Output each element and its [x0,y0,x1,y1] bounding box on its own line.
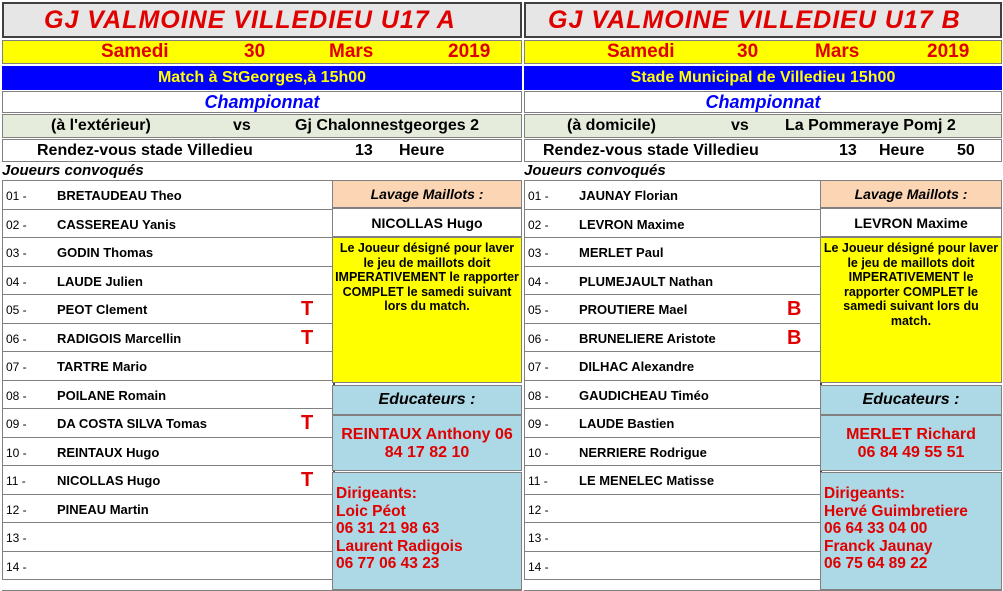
laundry-player: NICOLLAS Hugo [332,208,522,237]
player-number: 03 - [528,246,549,260]
players-heading: Joueurs convoqués [2,162,144,179]
player-number: 12 - [6,502,27,517]
coach-line-2: 84 17 82 10 [384,444,470,461]
player-number: 10 - [528,445,549,460]
player-row [3,466,333,495]
opponent-name: La Pommeraye Pomj 2 [785,117,956,134]
player-row [525,381,820,410]
players-list [524,180,822,580]
player-number: 03 - [6,246,27,260]
coaches-label: Educateurs : [332,385,522,415]
player-name: DA COSTA SILVA Tomas [57,416,207,431]
player-row [3,210,333,239]
player-name: LAUDE Julien [57,273,143,289]
player-name: POILANE Romain [57,387,167,403]
versus-row [2,114,522,138]
coach-line-2: 06 84 49 55 51 [857,444,965,461]
laundry-label: Lavage Maillots : [820,180,1002,208]
match-month: Mars [815,41,860,62]
manager-line: 06 77 06 43 23 [336,555,440,572]
player-name: DILHAC Alexandre [579,359,695,374]
player-row [525,523,820,552]
player-mark: B [787,298,802,320]
player-name: REINTAUX Hugo [57,444,160,460]
player-number: 09 - [528,417,549,431]
player-mark: B [787,326,802,349]
location-label: (à l'extérieur) [51,117,151,134]
player-number: 01 - [528,189,549,203]
player-number: 11 - [528,474,548,488]
match-info: Match à StGeorges,à 15h00 [2,66,522,90]
player-row [3,352,333,381]
player-number: 05 - [528,303,549,317]
match-day: Samedi [101,41,169,62]
meeting-hour-unit: Heure [879,142,925,159]
date-row [524,40,1002,64]
match-date-number: 30 [737,41,759,62]
player-mark: T [301,298,314,320]
coach-contact [332,415,522,471]
player-name: LAUDE Bastien [579,416,675,431]
meeting-hour: 13 [355,142,373,159]
player-number: 05 - [6,303,27,317]
meeting-label: Rendez-vous stade Villedieu [543,142,759,159]
player-number: 14 - [528,559,549,574]
player-name: CASSEREAU Yanis [57,216,176,232]
player-row [525,409,820,438]
managers-label: Dirigeants: [336,485,417,502]
laundry-note: Le Joueur désigné pour laver le jeu de maillots doit IMPERATIVEMENT le rapporter COMPLET le samedi suivant lors du match. [820,237,1002,383]
coach-line-1: REINTAUX Anthony 06 [341,426,513,443]
player-number: 08 - [528,388,549,403]
player-number: 04 - [528,274,549,289]
player-row [525,352,820,381]
player-name: GAUDICHEAU Timéo [579,387,709,403]
manager-line: Hervé Guimbretiere [824,502,968,520]
managers-box [820,472,1002,590]
manager-line: 06 75 64 89 22 [824,555,928,572]
manager-line: 06 31 21 98 63 [336,520,440,537]
player-row [3,495,333,524]
coach-line-1: MERLET Richard [846,426,976,443]
manager-line: Laurent Radigois [336,537,463,555]
players-heading: Joueurs convoqués [524,162,666,179]
player-row [525,210,820,239]
team-title: GJ VALMOINE VILLEDIEU U17 B [524,2,1002,38]
player-name: PINEAU Martin [57,501,149,517]
player-name: PROUTIERE Mael [579,302,688,317]
player-name: LE MENELEC Matisse [579,473,715,488]
player-row [525,438,820,467]
player-row [525,324,820,353]
player-row [3,324,333,353]
laundry-note: Le Joueur désigné pour laver le jeu de maillots doit IMPERATIVEMENT le rapporter COMPLET le samedi suivant lors du match. [332,237,522,383]
manager-line: Franck Jaunay [824,537,933,555]
meeting-minutes: 50 [957,142,975,159]
player-mark: T [301,412,314,434]
players-list [2,180,335,580]
player-name: BRETAUDEAU Theo [57,188,182,203]
player-row [525,181,820,210]
vs-label: vs [731,117,749,134]
laundry-player: LEVRON Maxime [820,208,1002,237]
meeting-hour: 13 [839,142,857,159]
player-row [3,181,333,210]
player-row [3,267,333,296]
player-number: 08 - [6,388,27,403]
competition-label: Championnat [524,91,1002,113]
match-year: 2019 [927,41,970,62]
player-name: RADIGOIS Marcellin [57,330,182,346]
date-row [2,40,522,64]
player-mark: T [301,326,314,349]
match-info: Stade Municipal de Villedieu 15h00 [524,66,1002,90]
player-name: PEOT Clement [57,302,148,317]
player-number: 04 - [6,274,27,289]
player-row [3,238,333,267]
player-row [525,295,820,324]
player-row [3,295,333,324]
competition-label: Championnat [2,91,522,113]
player-name: NERRIERE Rodrigue [579,444,707,460]
player-number: 02 - [528,217,549,232]
team-a-panel [2,0,522,591]
player-row [525,552,820,581]
player-name: PLUMEJAULT Nathan [579,273,714,289]
player-number: 07 - [6,360,27,374]
player-row [525,267,820,296]
player-row [3,438,333,467]
player-number: 13 - [6,531,27,545]
meeting-row [524,139,1002,162]
player-name: LEVRON Maxime [579,216,685,232]
manager-line: 06 64 33 04 00 [824,520,928,537]
player-row [3,381,333,410]
match-date-number: 30 [244,41,266,62]
managers-label: Dirigeants: [824,485,905,502]
match-year: 2019 [448,41,491,62]
meeting-row [2,139,522,162]
player-number: 14 - [6,559,27,574]
coaches-label: Educateurs : [820,385,1002,415]
player-number: 02 - [6,217,27,232]
player-number: 11 - [6,474,26,488]
player-name: NICOLLAS Hugo [57,473,161,488]
versus-row [524,114,1002,138]
opponent-name: Gj Chalonnestgeorges 2 [295,117,480,134]
player-number: 10 - [6,445,27,460]
player-number: 06 - [528,331,549,346]
player-name: GODIN Thomas [57,245,154,260]
player-name: TARTRE Mario [57,359,148,374]
player-row [3,523,333,552]
coach-contact [820,415,1002,471]
player-row [525,238,820,267]
player-number: 12 - [528,502,549,517]
player-number: 07 - [528,360,549,374]
player-number: 01 - [6,189,27,203]
match-month: Mars [329,41,374,62]
player-name: JAUNAY Florian [579,188,678,203]
player-name: MERLET Paul [579,245,664,260]
player-row [525,495,820,524]
player-row [525,466,820,495]
match-day: Samedi [607,41,675,62]
meeting-hour-unit: Heure [399,142,445,159]
team-b-panel [524,0,1002,591]
location-label: (à domicile) [567,117,656,134]
player-number: 09 - [6,417,27,431]
manager-line: Loic Péot [336,502,406,520]
player-mark: T [301,469,314,491]
player-row [3,409,333,438]
player-name: BRUNELIERE Aristote [579,330,716,346]
vs-label: vs [233,117,251,134]
laundry-label: Lavage Maillots : [332,180,522,208]
player-number: 06 - [6,331,27,346]
meeting-label: Rendez-vous stade Villedieu [37,142,253,159]
team-title: GJ VALMOINE VILLEDIEU U17 A [2,2,522,38]
player-row [3,552,333,581]
player-number: 13 - [528,531,549,545]
managers-box [332,472,522,590]
